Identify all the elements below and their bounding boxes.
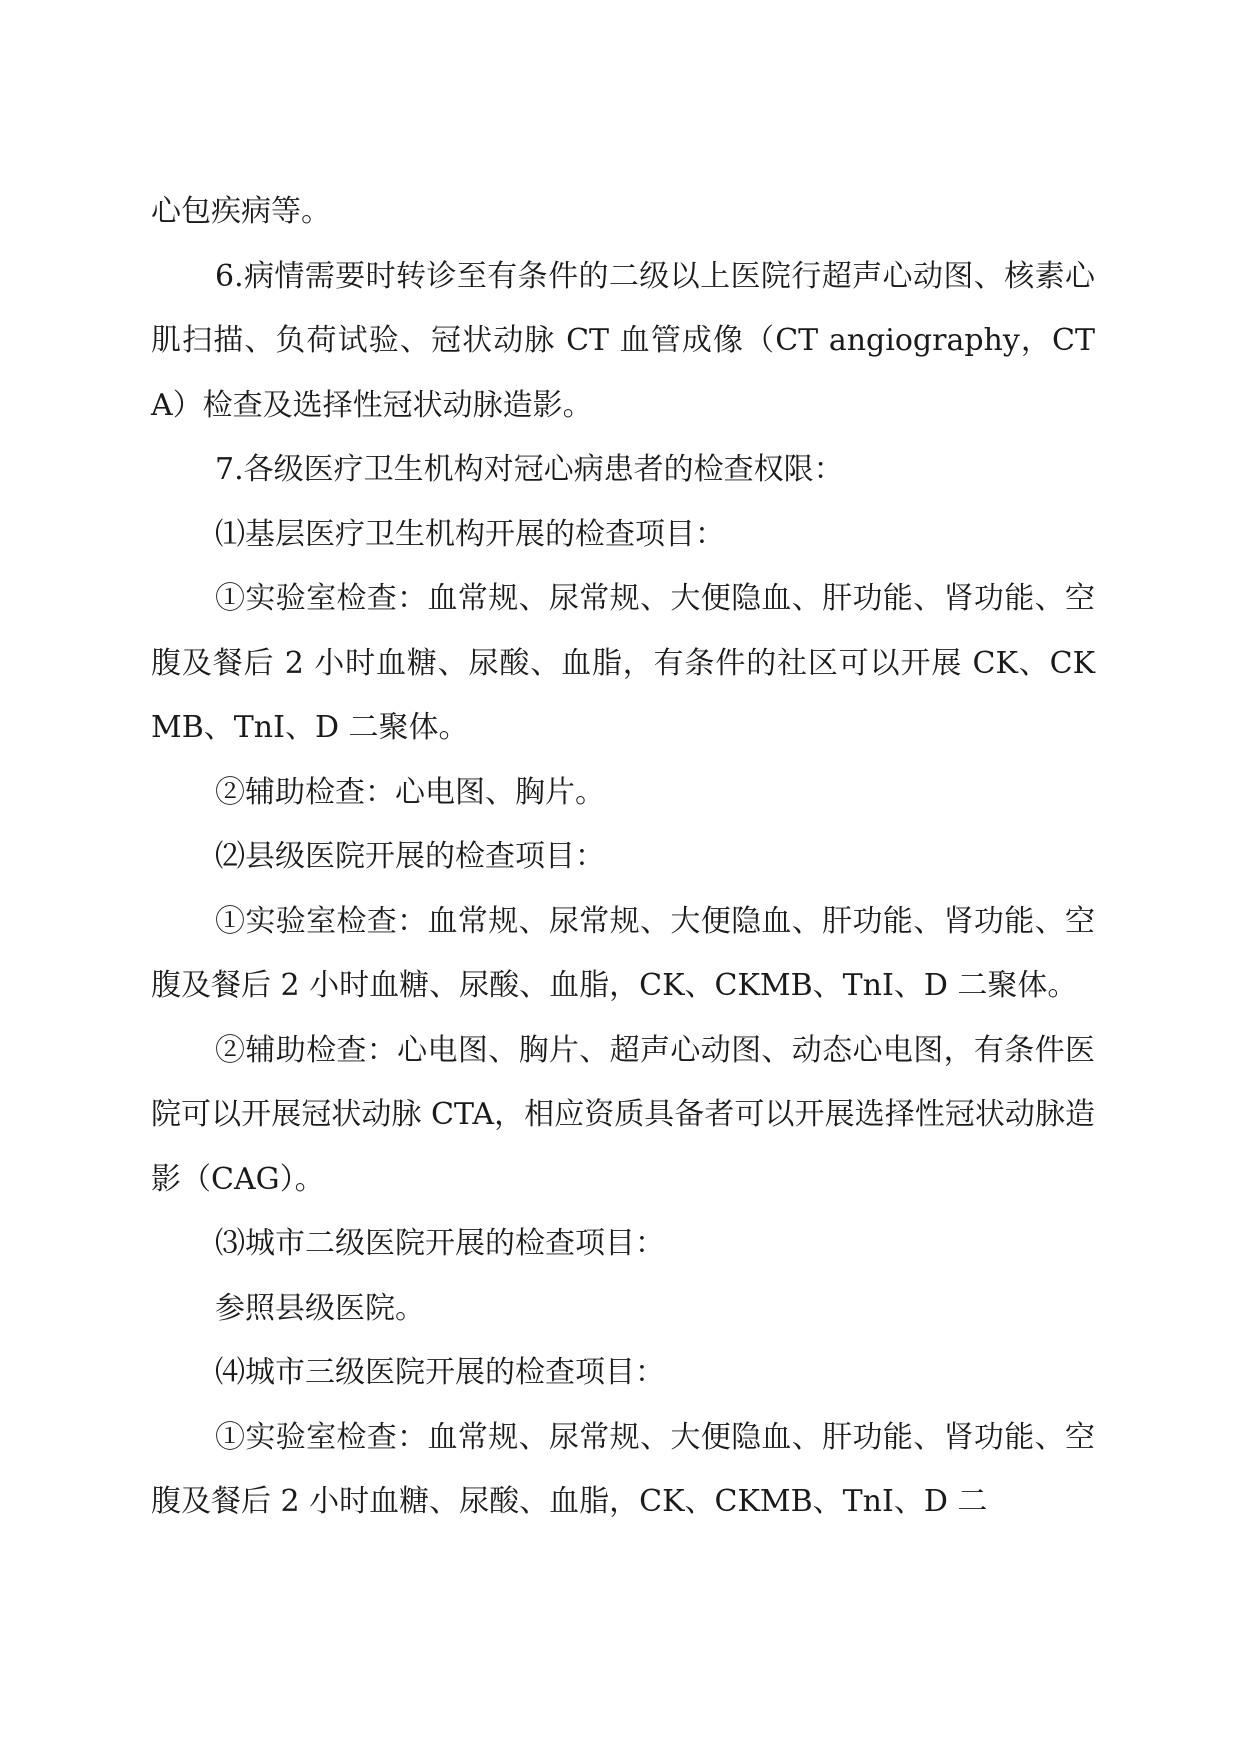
heading-city-secondary-items: ⑶城市二级医院开展的检查项目： [215,1226,665,1261]
document-body [151,180,1095,1535]
paragraph-city-tertiary-lab: ①实验室检查：血常规、尿常规、大便隐血、肝功能、肾功能、空腹及餐后 2 小时血糖、尿酸、血脂，CK、CKMB、TnI、D 二 [151,1419,1095,1519]
paragraph-primary-lab: ①实验室检查：血常规、尿常规、大便隐血、肝功能、肾功能、空腹及餐后 2 小时血糖、尿酸、血脂，有条件的社区可以开展 CK、CKMB、TnI、D 二聚体。 [151,581,1095,745]
paragraph-city-secondary: 参照县级医院。 [215,1290,425,1326]
paragraph-primary-aux: ②辅助检查：心电图、胸片。 [215,774,605,810]
heading-county-items: ⑵县级医院开展的检查项目： [215,839,605,874]
heading-primary-care-items: ⑴基层医疗卫生机构开展的检查项目： [215,516,725,552]
heading-city-tertiary-items: ⑷城市三级医院开展的检查项目： [215,1355,665,1390]
paragraph-county-lab: ①实验室检查：血常规、尿常规、大便隐血、肝功能、肾功能、空腹及餐后 2 小时血糖、尿酸、血脂，CK、CKMB、TnI、D 二聚体。 [151,903,1095,1003]
paragraph-exam-permissions: 7.各级医疗卫生机构对冠心病患者的检查权限： [215,452,844,487]
paragraph-referral: 6.病情需要时转诊至有条件的二级以上医院行超声心动图、核素心肌扫描、负荷试验、冠状动脉 CT 血管成像（CT angiography，CTA）检查及选择性冠状动脉造影。 [151,258,1095,423]
paragraph-county-aux: ②辅助检查：心电图、胸片、超声心动图、动态心电图，有条件医院可以开展冠状动脉 CTA，相应资质具备者可以开展选择性冠状动脉造影（CAG）。 [151,1032,1095,1197]
paragraph-continuation: 心包疾病等。 [151,194,331,229]
